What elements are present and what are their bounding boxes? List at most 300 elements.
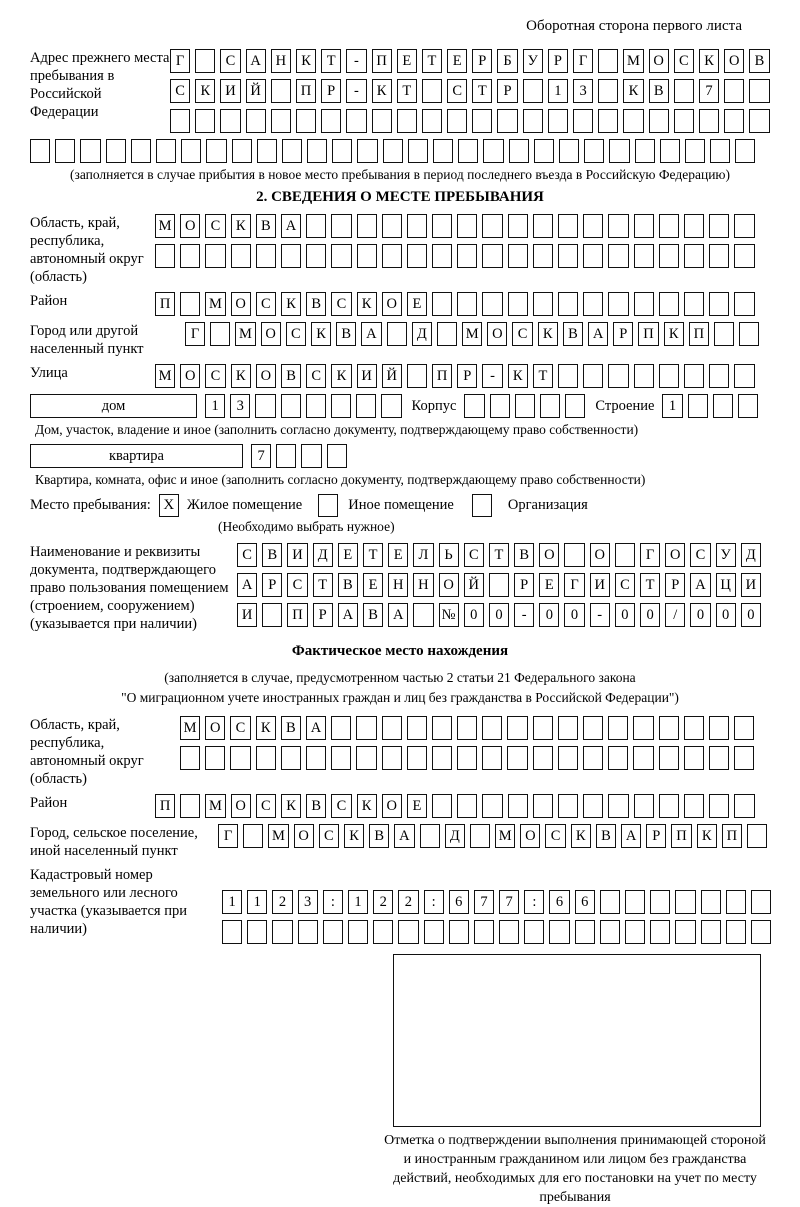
char-cell[interactable] [749,79,769,103]
char-cell[interactable]: 1 [247,890,267,914]
char-cell[interactable]: 0 [716,603,736,627]
char-cell[interactable]: 7 [699,79,719,103]
char-cell[interactable] [230,746,250,770]
char-cell[interactable] [734,292,754,316]
char-cell[interactable] [356,746,376,770]
char-cell[interactable]: В [306,292,326,316]
char-cell[interactable] [382,746,402,770]
char-cell[interactable]: - [590,603,610,627]
char-cell[interactable] [609,139,629,163]
char-cell[interactable]: В [363,603,383,627]
char-cell[interactable] [684,716,704,740]
char-cell[interactable] [490,394,510,418]
char-cell[interactable] [499,920,519,944]
char-cell[interactable]: Д [412,322,432,346]
char-cell[interactable]: Е [407,794,427,818]
char-cell[interactable] [210,322,230,346]
char-cell[interactable] [659,214,679,238]
char-cell[interactable]: В [749,49,769,73]
char-cell[interactable]: Й [382,364,402,388]
char-cell[interactable]: С [690,543,710,567]
char-cell[interactable]: Р [497,79,517,103]
char-cell[interactable] [726,920,746,944]
char-cell[interactable] [558,794,578,818]
char-cell[interactable]: И [287,543,307,567]
char-cell[interactable]: С [256,794,276,818]
char-cell[interactable]: М [495,824,515,848]
char-cell[interactable] [709,746,729,770]
char-cell[interactable] [598,109,618,133]
char-cell[interactable] [180,244,200,268]
char-cell[interactable]: В [281,364,301,388]
char-cell[interactable] [659,794,679,818]
char-cell[interactable]: О [649,49,669,73]
char-cell[interactable]: Т [397,79,417,103]
char-cell[interactable] [262,603,282,627]
char-cell[interactable] [509,139,529,163]
char-cell[interactable] [508,244,528,268]
char-cell[interactable] [231,244,251,268]
char-cell[interactable]: 0 [741,603,761,627]
char-cell[interactable]: 0 [690,603,710,627]
char-cell[interactable] [608,214,628,238]
char-cell[interactable]: М [180,716,200,740]
char-cell[interactable] [331,716,351,740]
char-cell[interactable] [684,364,704,388]
char-cell[interactable] [271,109,291,133]
char-cell[interactable] [600,920,620,944]
char-cell[interactable] [331,746,351,770]
char-cell[interactable]: О [256,364,276,388]
char-cell[interactable] [548,109,568,133]
char-cell[interactable] [432,244,452,268]
char-cell[interactable] [298,920,318,944]
char-cell[interactable] [540,394,560,418]
char-cell[interactable] [635,139,655,163]
char-cell[interactable]: Р [457,364,477,388]
char-cell[interactable] [633,716,653,740]
char-cell[interactable]: Р [613,322,633,346]
char-cell[interactable] [533,214,553,238]
char-cell[interactable] [257,139,277,163]
char-cell[interactable]: П [372,49,392,73]
char-cell[interactable] [482,746,502,770]
char-cell[interactable] [684,746,704,770]
char-cell[interactable]: Р [665,573,685,597]
char-cell[interactable]: 1 [205,394,225,418]
char-cell[interactable]: - [346,79,366,103]
other-premises-checkbox[interactable] [318,494,338,517]
char-cell[interactable]: № [439,603,459,627]
char-cell[interactable] [524,920,544,944]
char-cell[interactable] [181,139,201,163]
char-cell[interactable]: Е [363,573,383,597]
char-cell[interactable] [583,746,603,770]
char-cell[interactable]: И [357,364,377,388]
char-cell[interactable] [413,603,433,627]
char-cell[interactable] [709,716,729,740]
char-cell[interactable]: Т [363,543,383,567]
char-cell[interactable] [232,139,252,163]
char-cell[interactable] [565,394,585,418]
char-cell[interactable] [155,244,175,268]
char-cell[interactable]: С [331,292,351,316]
char-cell[interactable] [533,794,553,818]
char-cell[interactable] [272,920,292,944]
char-cell[interactable]: В [649,79,669,103]
char-cell[interactable]: М [205,794,225,818]
char-cell[interactable]: О [520,824,540,848]
char-cell[interactable] [381,394,401,418]
char-cell[interactable] [558,292,578,316]
char-cell[interactable]: В [306,794,326,818]
char-cell[interactable] [357,214,377,238]
char-cell[interactable]: О [439,573,459,597]
char-cell[interactable]: С [319,824,339,848]
char-cell[interactable]: 0 [489,603,509,627]
char-cell[interactable] [634,364,654,388]
char-cell[interactable] [323,920,343,944]
char-cell[interactable] [633,746,653,770]
char-cell[interactable] [726,890,746,914]
char-cell[interactable]: Т [489,543,509,567]
char-cell[interactable]: А [690,573,710,597]
char-cell[interactable]: С [286,322,306,346]
char-cell[interactable] [583,716,603,740]
char-cell[interactable] [306,214,326,238]
char-cell[interactable]: Г [218,824,238,848]
char-cell[interactable]: Й [246,79,266,103]
char-cell[interactable]: 1 [548,79,568,103]
char-cell[interactable]: В [338,573,358,597]
char-cell[interactable] [625,920,645,944]
char-cell[interactable] [659,716,679,740]
char-cell[interactable]: Т [640,573,660,597]
char-cell[interactable] [387,322,407,346]
char-cell[interactable]: О [180,364,200,388]
char-cell[interactable]: Е [397,49,417,73]
char-cell[interactable]: Ь [439,543,459,567]
house-type-box[interactable]: дом [30,394,197,418]
char-cell[interactable] [457,716,477,740]
char-cell[interactable]: В [262,543,282,567]
char-cell[interactable]: С [512,322,532,346]
char-cell[interactable] [684,292,704,316]
char-cell[interactable]: С [306,364,326,388]
char-cell[interactable] [674,109,694,133]
char-cell[interactable]: К [357,794,377,818]
char-cell[interactable] [205,244,225,268]
char-cell[interactable] [734,244,754,268]
char-cell[interactable] [710,139,730,163]
char-cell[interactable] [608,746,628,770]
char-cell[interactable]: К [296,49,316,73]
char-cell[interactable]: С [674,49,694,73]
char-cell[interactable] [407,214,427,238]
char-cell[interactable]: Г [564,573,584,597]
char-cell[interactable]: 7 [474,890,494,914]
char-cell[interactable]: П [638,322,658,346]
char-cell[interactable] [195,49,215,73]
char-cell[interactable] [256,746,276,770]
char-cell[interactable]: Р [313,603,333,627]
char-cell[interactable] [170,109,190,133]
char-cell[interactable]: К [372,79,392,103]
char-cell[interactable] [331,394,351,418]
char-cell[interactable]: 1 [222,890,242,914]
char-cell[interactable]: С [220,49,240,73]
char-cell[interactable] [749,109,769,133]
char-cell[interactable]: 0 [640,603,660,627]
char-cell[interactable]: М [623,49,643,73]
char-cell[interactable]: Г [640,543,660,567]
char-cell[interactable] [608,716,628,740]
char-cell[interactable] [156,139,176,163]
char-cell[interactable] [583,794,603,818]
char-cell[interactable]: С [256,292,276,316]
char-cell[interactable]: И [590,573,610,597]
char-cell[interactable] [734,746,754,770]
char-cell[interactable]: М [268,824,288,848]
char-cell[interactable]: С [287,573,307,597]
char-cell[interactable] [408,139,428,163]
char-cell[interactable]: 6 [549,890,569,914]
char-cell[interactable]: О [539,543,559,567]
char-cell[interactable] [583,364,603,388]
char-cell[interactable] [724,79,744,103]
char-cell[interactable]: 6 [575,890,595,914]
char-cell[interactable] [714,322,734,346]
char-cell[interactable] [709,292,729,316]
char-cell[interactable] [372,109,392,133]
char-cell[interactable] [382,214,402,238]
char-cell[interactable] [684,794,704,818]
char-cell[interactable] [734,364,754,388]
char-cell[interactable]: А [621,824,641,848]
char-cell[interactable]: Е [338,543,358,567]
char-cell[interactable] [301,444,321,468]
char-cell[interactable]: О [665,543,685,567]
char-cell[interactable] [306,244,326,268]
char-cell[interactable] [382,716,402,740]
char-cell[interactable] [222,920,242,944]
char-cell[interactable] [650,920,670,944]
char-cell[interactable] [422,79,442,103]
char-cell[interactable]: : [323,890,343,914]
char-cell[interactable] [447,109,467,133]
char-cell[interactable] [598,49,618,73]
char-cell[interactable] [508,794,528,818]
char-cell[interactable]: К [344,824,364,848]
char-cell[interactable] [600,890,620,914]
char-cell[interactable]: А [388,603,408,627]
char-cell[interactable] [55,139,75,163]
char-cell[interactable] [608,364,628,388]
char-cell[interactable]: Т [313,573,333,597]
char-cell[interactable] [195,109,215,133]
char-cell[interactable]: К [281,794,301,818]
char-cell[interactable] [306,394,326,418]
char-cell[interactable]: Д [445,824,465,848]
char-cell[interactable] [659,364,679,388]
char-cell[interactable] [457,746,477,770]
char-cell[interactable] [247,920,267,944]
char-cell[interactable]: М [235,322,255,346]
char-cell[interactable] [180,794,200,818]
char-cell[interactable]: С [230,716,250,740]
char-cell[interactable] [559,139,579,163]
char-cell[interactable] [649,109,669,133]
char-cell[interactable] [734,716,754,740]
char-cell[interactable] [688,394,708,418]
char-cell[interactable] [255,394,275,418]
char-cell[interactable] [449,920,469,944]
char-cell[interactable]: М [155,364,175,388]
char-cell[interactable]: О [231,794,251,818]
char-cell[interactable] [474,920,494,944]
char-cell[interactable]: / [665,603,685,627]
char-cell[interactable] [346,109,366,133]
char-cell[interactable] [246,109,266,133]
char-cell[interactable] [398,920,418,944]
char-cell[interactable] [432,746,452,770]
char-cell[interactable] [659,244,679,268]
char-cell[interactable] [356,716,376,740]
char-cell[interactable]: Г [185,322,205,346]
char-cell[interactable]: Л [413,543,433,567]
char-cell[interactable]: Ц [716,573,736,597]
char-cell[interactable]: Р [646,824,666,848]
char-cell[interactable]: О [382,292,402,316]
apartment-type-box[interactable]: квартира [30,444,243,468]
char-cell[interactable] [321,109,341,133]
char-cell[interactable] [433,139,453,163]
char-cell[interactable] [739,322,759,346]
char-cell[interactable] [508,214,528,238]
char-cell[interactable] [615,543,635,567]
char-cell[interactable] [180,746,200,770]
char-cell[interactable]: Т [422,49,442,73]
char-cell[interactable] [357,244,377,268]
char-cell[interactable]: Д [313,543,333,567]
char-cell[interactable] [709,794,729,818]
char-cell[interactable]: - [482,364,502,388]
char-cell[interactable]: П [689,322,709,346]
char-cell[interactable] [724,109,744,133]
char-cell[interactable]: А [246,49,266,73]
char-cell[interactable]: С [170,79,190,103]
char-cell[interactable]: А [306,716,326,740]
char-cell[interactable] [432,214,452,238]
char-cell[interactable]: П [155,292,175,316]
char-cell[interactable] [397,109,417,133]
char-cell[interactable] [424,920,444,944]
char-cell[interactable] [437,322,457,346]
char-cell[interactable]: С [331,794,351,818]
char-cell[interactable]: П [287,603,307,627]
char-cell[interactable]: А [588,322,608,346]
char-cell[interactable] [738,394,758,418]
char-cell[interactable]: О [294,824,314,848]
char-cell[interactable] [558,244,578,268]
char-cell[interactable]: 3 [298,890,318,914]
char-cell[interactable]: 7 [251,444,271,468]
char-cell[interactable]: С [447,79,467,103]
char-cell[interactable]: 1 [348,890,368,914]
char-cell[interactable]: Г [573,49,593,73]
char-cell[interactable] [497,109,517,133]
char-cell[interactable]: Н [388,573,408,597]
char-cell[interactable] [684,214,704,238]
char-cell[interactable] [608,794,628,818]
char-cell[interactable] [180,292,200,316]
char-cell[interactable] [558,746,578,770]
char-cell[interactable]: В [281,716,301,740]
char-cell[interactable] [623,109,643,133]
char-cell[interactable] [650,890,670,914]
char-cell[interactable] [564,543,584,567]
char-cell[interactable] [515,394,535,418]
char-cell[interactable]: В [369,824,389,848]
char-cell[interactable] [608,292,628,316]
char-cell[interactable] [281,746,301,770]
char-cell[interactable] [583,214,603,238]
char-cell[interactable] [470,824,490,848]
char-cell[interactable]: К [623,79,643,103]
char-cell[interactable] [432,292,452,316]
char-cell[interactable] [373,920,393,944]
char-cell[interactable]: 3 [573,79,593,103]
char-cell[interactable] [598,79,618,103]
char-cell[interactable] [106,139,126,163]
char-cell[interactable] [383,139,403,163]
char-cell[interactable]: П [155,794,175,818]
char-cell[interactable]: С [545,824,565,848]
char-cell[interactable]: К [195,79,215,103]
char-cell[interactable] [699,109,719,133]
char-cell[interactable]: Е [407,292,427,316]
char-cell[interactable] [684,244,704,268]
char-cell[interactable] [457,244,477,268]
char-cell[interactable]: М [155,214,175,238]
char-cell[interactable]: К [231,214,251,238]
char-cell[interactable] [751,890,771,914]
char-cell[interactable] [534,139,554,163]
char-cell[interactable] [482,244,502,268]
char-cell[interactable] [458,139,478,163]
char-cell[interactable] [357,139,377,163]
char-cell[interactable] [533,292,553,316]
char-cell[interactable]: С [205,214,225,238]
char-cell[interactable]: К [538,322,558,346]
char-cell[interactable]: Н [271,49,291,73]
char-cell[interactable] [422,109,442,133]
char-cell[interactable]: М [205,292,225,316]
char-cell[interactable]: Е [539,573,559,597]
char-cell[interactable] [507,716,527,740]
char-cell[interactable]: О [724,49,744,73]
char-cell[interactable] [80,139,100,163]
char-cell[interactable]: Р [321,79,341,103]
char-cell[interactable] [306,746,326,770]
char-cell[interactable]: Н [413,573,433,597]
char-cell[interactable] [331,244,351,268]
char-cell[interactable]: У [523,49,543,73]
char-cell[interactable] [407,746,427,770]
char-cell[interactable] [472,109,492,133]
char-cell[interactable]: П [722,824,742,848]
char-cell[interactable]: М [462,322,482,346]
